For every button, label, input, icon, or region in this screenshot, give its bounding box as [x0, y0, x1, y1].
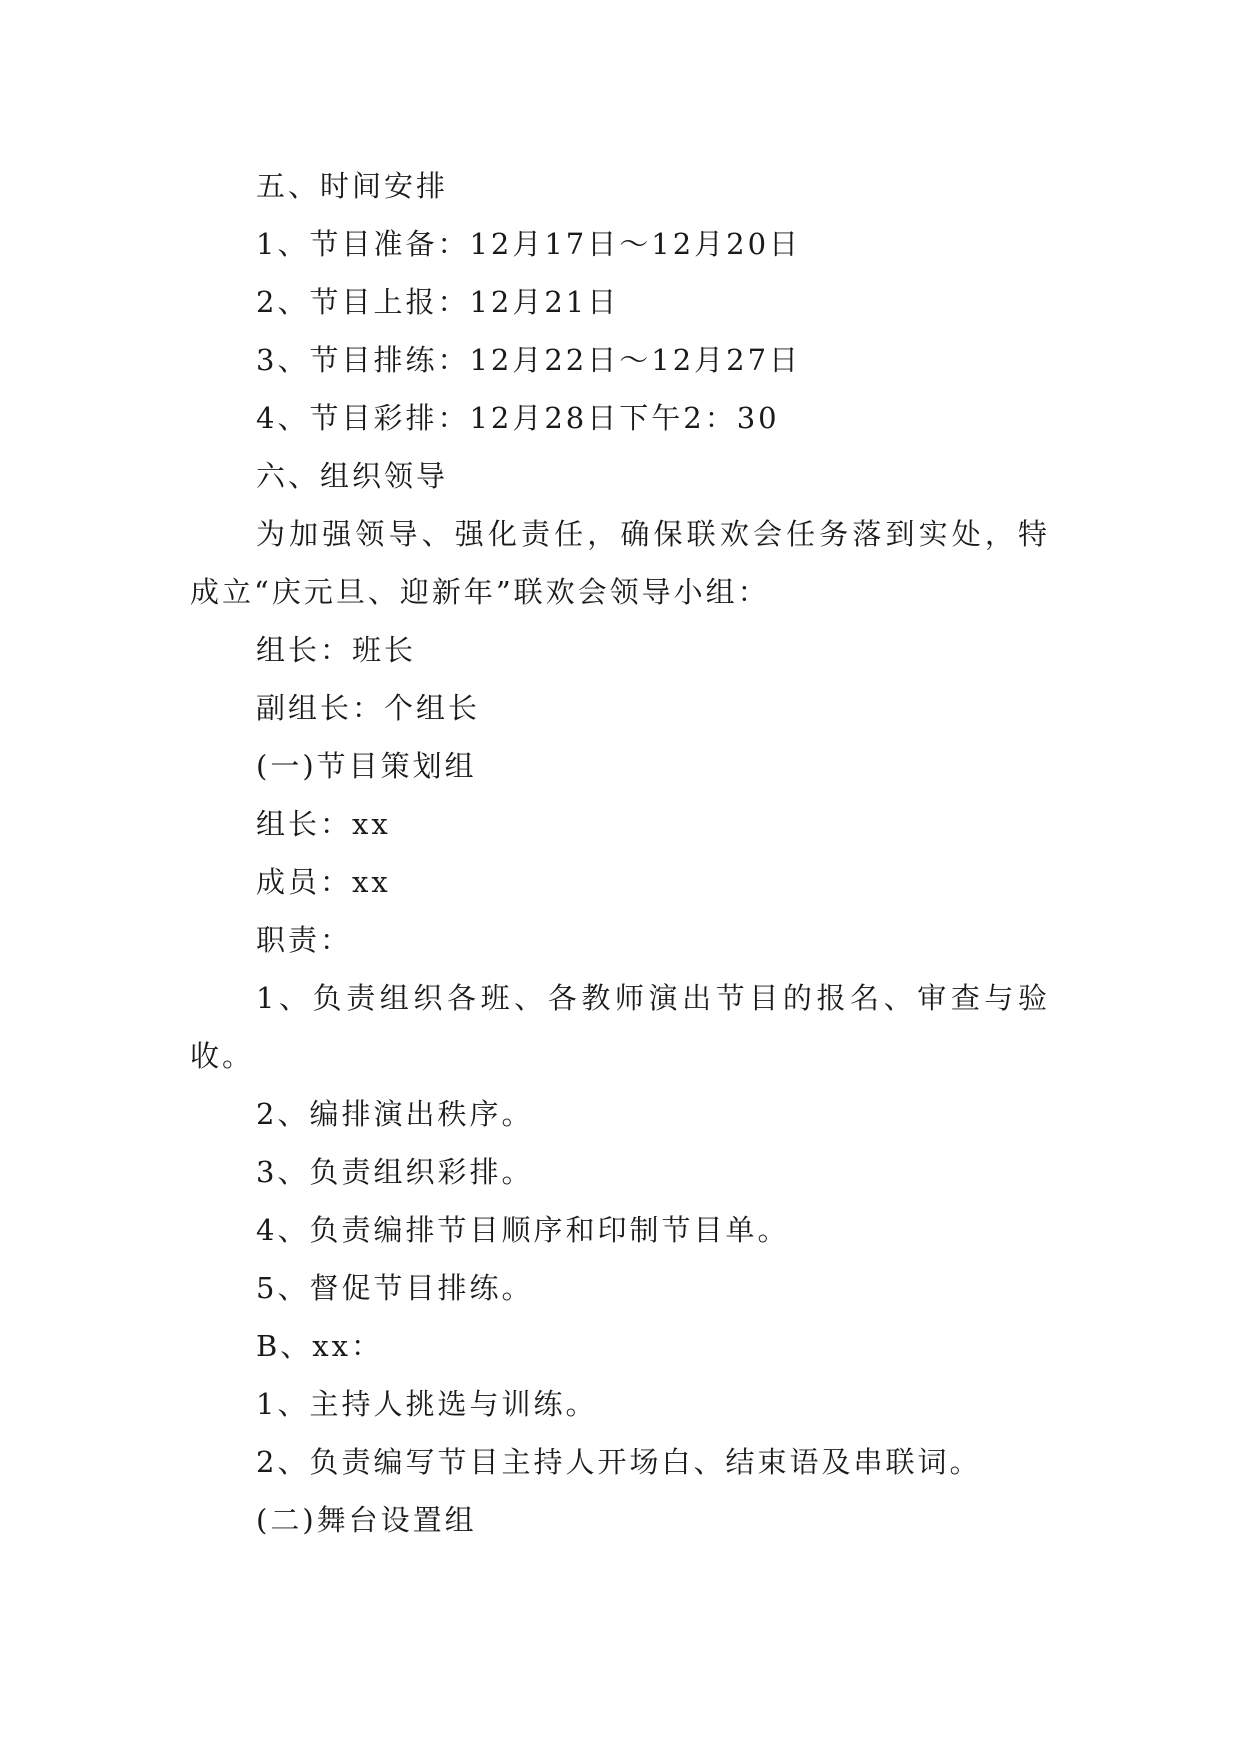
duty-item-1: 1、负责组织各班、各教师演出节目的报名、审查与验收。 — [190, 981, 1050, 1073]
deputy-leader-line: 副组长：个组长 — [256, 691, 481, 725]
schedule-item-rehearse: 3、节目排练：12月22日～12月27日 — [256, 343, 802, 377]
duty-item-4: 4、负责编排节目顺序和印制节目单。 — [256, 1213, 790, 1247]
document-body — [190, 157, 1050, 1549]
subheading-b: B、xx： — [256, 1329, 384, 1363]
subsection-heading-stage-setup: (二)舞台设置组 — [256, 1503, 477, 1537]
schedule-item-dress-rehearsal: 4、节目彩排：12月28日下午2：30 — [256, 401, 780, 435]
subsection-heading-program-planning: (一)节目策划组 — [256, 749, 477, 783]
section-heading-organization: 六、组织领导 — [256, 459, 449, 493]
group-leader-line: 组长：xx — [256, 807, 391, 841]
duty-item-2: 2、编排演出秩序。 — [256, 1097, 534, 1131]
leader-line: 组长：班长 — [256, 633, 417, 667]
schedule-item-report: 2、节目上报：12月21日 — [256, 285, 620, 319]
duty-item-3: 3、负责组织彩排。 — [256, 1155, 534, 1189]
duties-heading: 职责： — [256, 923, 353, 957]
section-heading-schedule: 五、时间安排 — [256, 169, 449, 203]
host-duty-2: 2、负责编写节目主持人开场白、结束语及串联词。 — [256, 1445, 982, 1479]
organization-paragraph: 为加强领导、强化责任，确保联欢会任务落到实处，特成立“庆元旦、迎新年”联欢会领导小组： — [190, 517, 1050, 609]
duty-item-5: 5、督促节目排练。 — [256, 1271, 534, 1305]
group-members-line: 成员：xx — [256, 865, 391, 899]
host-duty-1: 1、主持人挑选与训练。 — [256, 1387, 598, 1421]
schedule-item-prepare: 1、节目准备：12月17日～12月20日 — [256, 227, 802, 261]
